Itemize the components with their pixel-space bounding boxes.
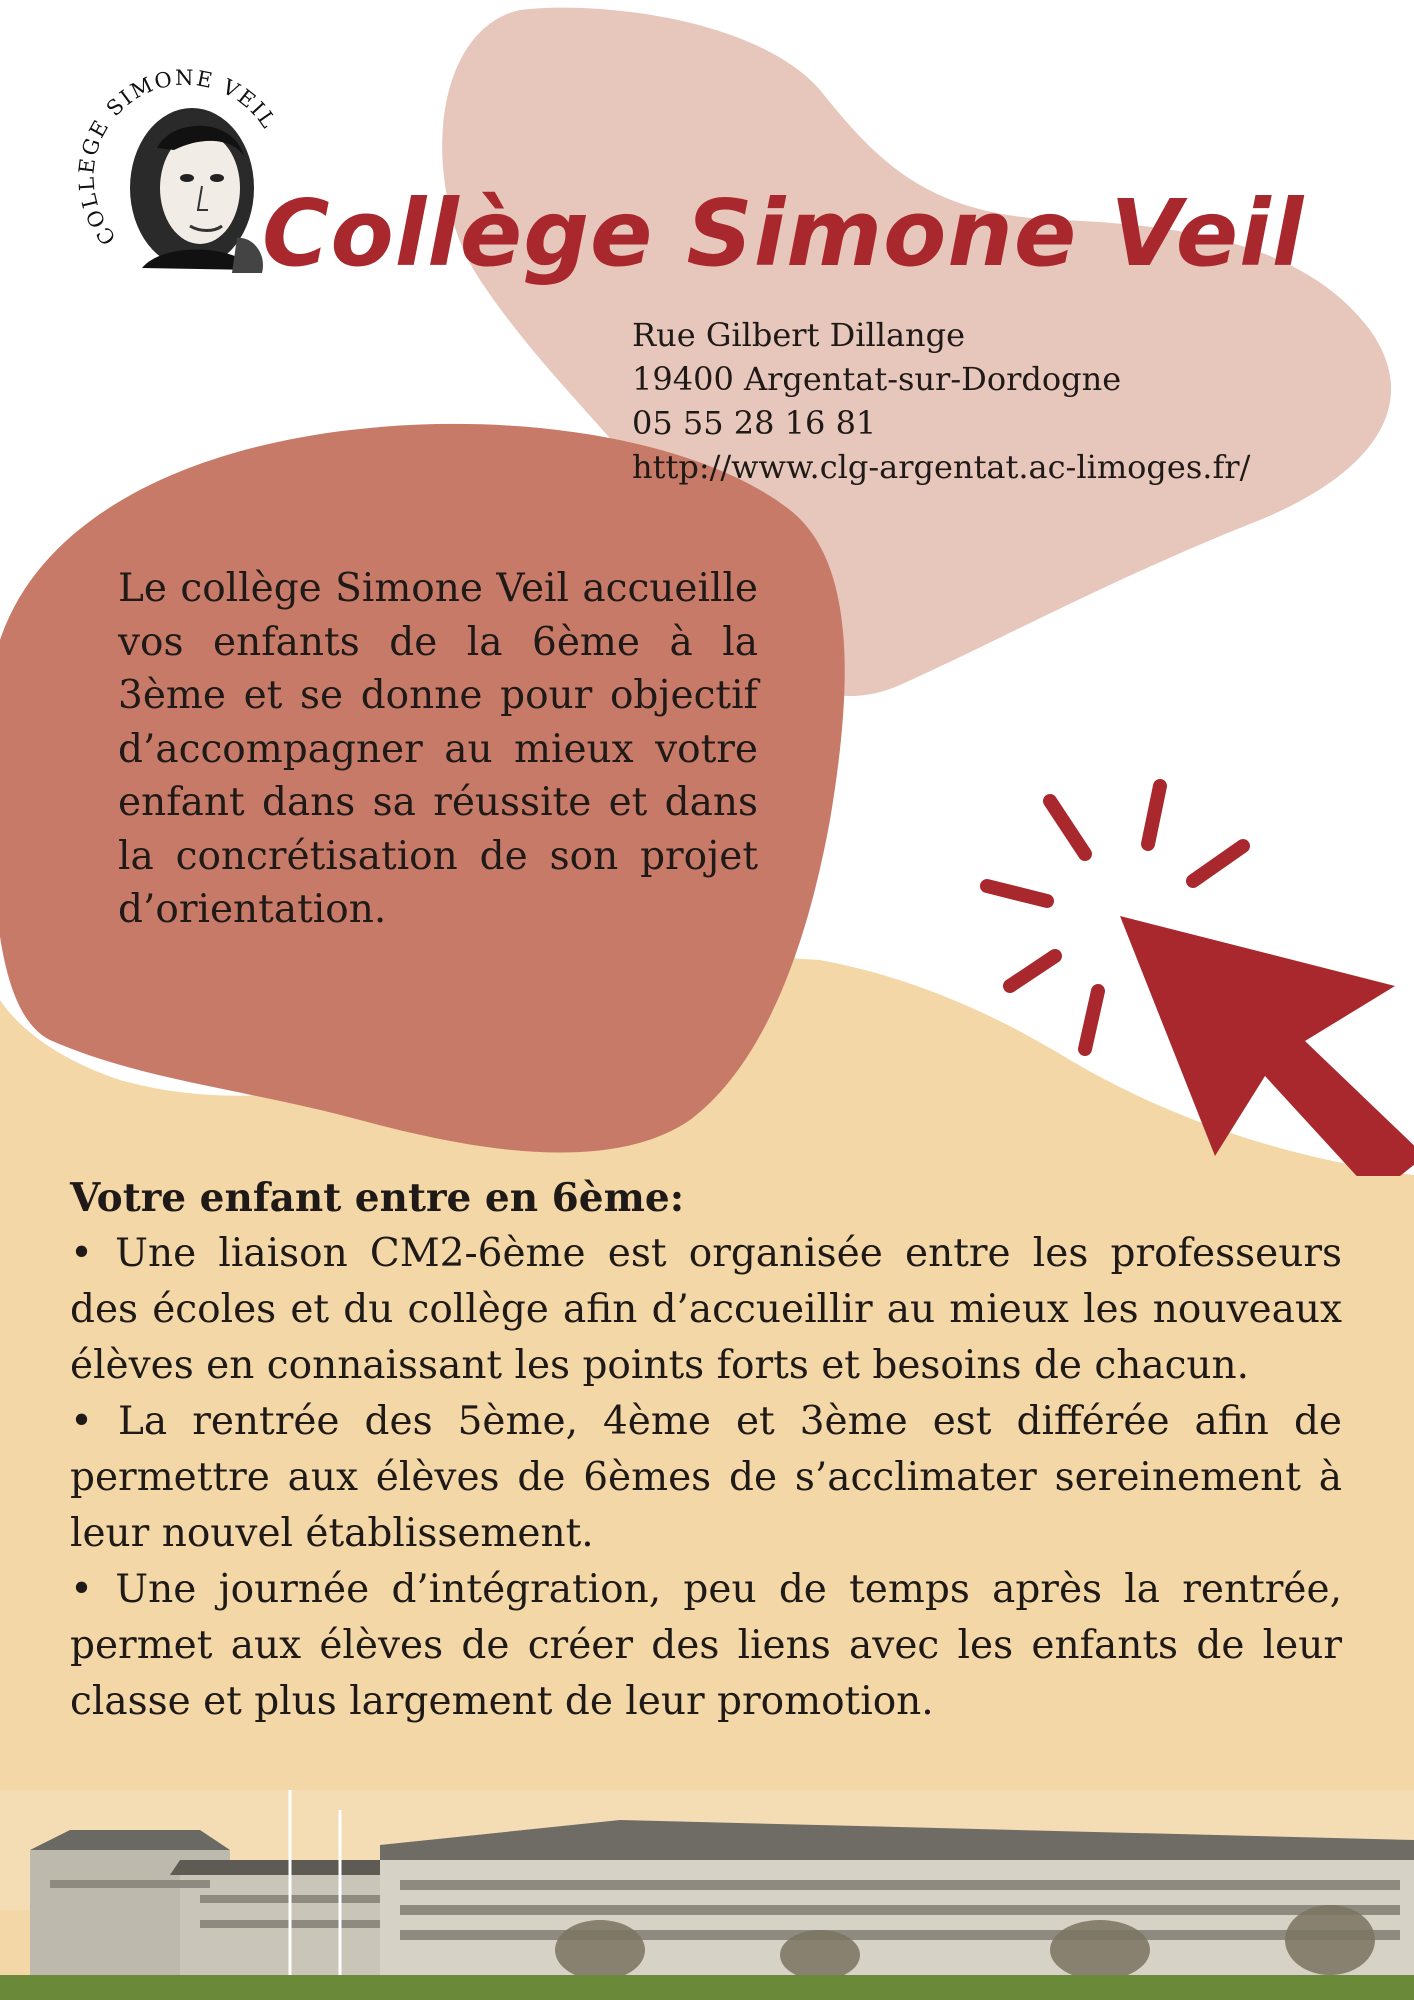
page-title: Collège Simone Veil <box>262 180 1305 287</box>
click-ray <box>1010 956 1055 986</box>
cursor-arrow <box>1120 916 1414 1176</box>
click-ray <box>1050 801 1085 854</box>
address-block <box>632 313 1250 489</box>
intro-paragraph: Le collège Simone Veil accueille vos enfants de la 6ème à la 3ème et se donne pour objectif d’accompagner au mieux votre enfant dans sa réussite et dans la concrétisation de son projet d’orientation. <box>118 566 758 932</box>
click-ray <box>1193 846 1243 881</box>
click-cursor-icon <box>975 776 1414 1176</box>
address-phone: 05 55 28 16 81 <box>632 404 877 442</box>
logo-ring-text: COLLEGE SIMONE VEIL <box>74 65 282 250</box>
bullet-integration: • Une journée d’intégration, peu de temps après la rentrée, permet aux élèves de créer des liens avec les enfants de leur classe et plus largement de leur promotion. <box>70 1567 1342 1724</box>
school-building-photo <box>0 1790 1414 2000</box>
bullet-rentree: • La rentrée des 5ème, 4ème et 3ème est différée afin de permettre aux élèves de 6èmes de s’acclimater sereinement à leur nouvel établissement. <box>70 1399 1342 1556</box>
website-link[interactable]: http://www.clg-argentat.ac-limoges.fr/ <box>632 448 1251 486</box>
portrait-icon <box>130 108 263 273</box>
section-heading: Votre enfant entre en 6ème: <box>70 1175 685 1221</box>
enrolment-section <box>70 1170 1342 1730</box>
address-street: Rue Gilbert Dillange <box>632 316 966 354</box>
address-city: 19400 Argentat-sur-Dordogne <box>632 360 1122 398</box>
click-ray <box>1148 786 1160 844</box>
click-ray <box>987 886 1047 901</box>
click-ray <box>1085 991 1098 1049</box>
bullet-liaison: • Une liaison CM2-6ème est organisée entre les professeurs des écoles et du collège afin d’accueillir au mieux les nouveaux élèves en connaissant les points forts et besoins de chacun. <box>70 1231 1342 1388</box>
